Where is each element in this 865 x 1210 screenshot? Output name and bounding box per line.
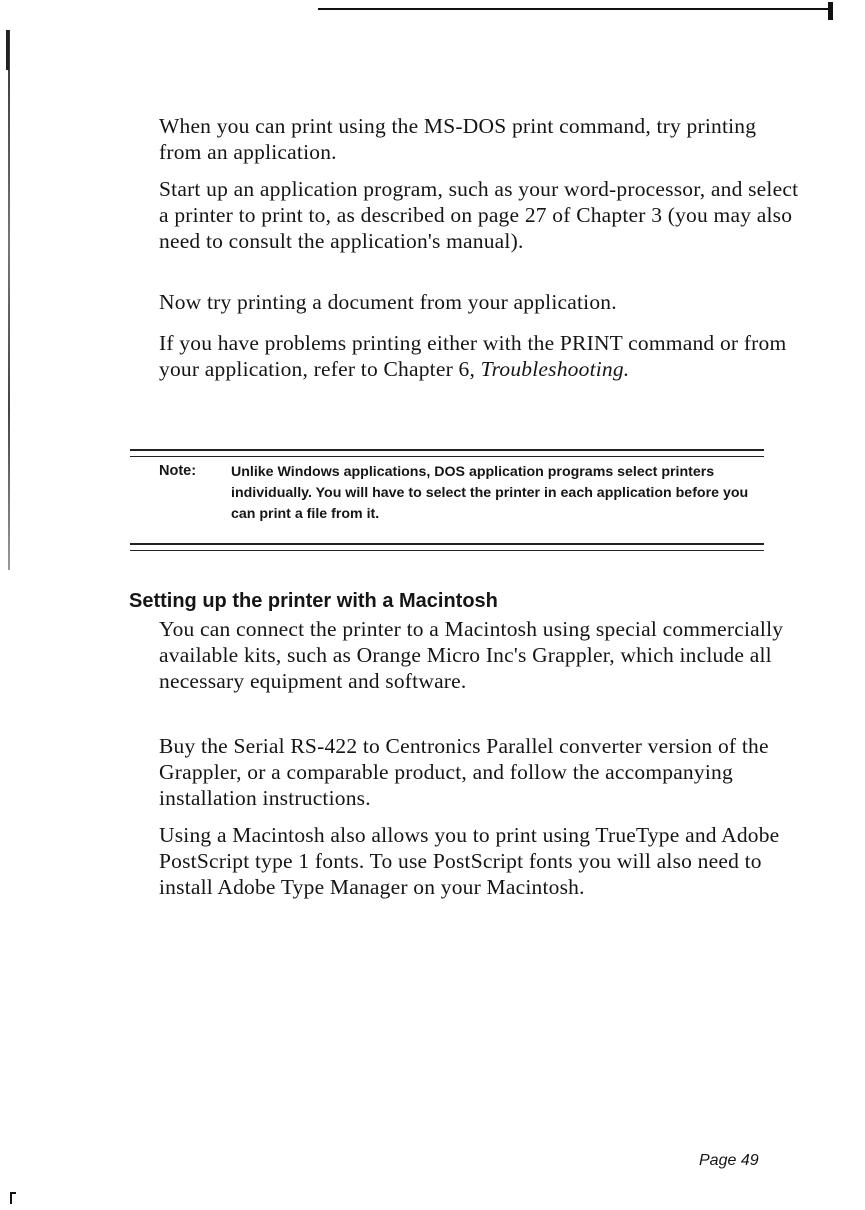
scan-left-edge <box>8 30 10 570</box>
paragraph-print-from-application: When you can print using the MS-DOS print command, try printing from an application. <box>159 114 757 164</box>
scan-corner-mark <box>10 1192 16 1204</box>
troubleshooting-reference: Troubleshooting. <box>480 357 630 381</box>
scan-top-rule <box>318 8 832 10</box>
section-heading: Setting up the printer with a Macintosh <box>129 590 498 612</box>
paragraph-grappler-converter: Buy the Serial RS-422 to Centronics Parallel converter version of the Grappler, or a comparable product, and follow the accompanying installation instructions. <box>159 734 769 810</box>
note-text: Unlike Windows applications, DOS application programs select printers individually. You will have to select the printer in each application before you can print a file from it. <box>231 464 749 522</box>
paragraph-try-printing: Now try printing a document from your application. <box>159 290 617 314</box>
paragraph-start-application: Start up an application program, such as your word-processor, and select a printer to print to, as described on page 27 of Chapter 3 (you may also need to consult the application's manual). <box>159 177 799 253</box>
paragraph-macintosh-kits: You can connect the printer to a Macintosh using special commercially available kits, such as Orange Micro Inc's Grappler, which include all necessary equipment and software. <box>159 617 784 693</box>
scan-top-rule-end <box>828 2 833 20</box>
paragraph-truetype-postscript: Using a Macintosh also allows you to print using TrueType and Adobe PostScript type 1 fonts. To use PostScript fonts you will also need to install Adobe Type Manager on your Macintosh. <box>159 823 780 899</box>
note-label: Note: <box>159 463 197 479</box>
troubleshooting-text: If you have problems printing either with the PRINT command or from your application, refer to Chapter 6, <box>159 331 787 381</box>
paragraph-troubleshooting <box>159 330 799 382</box>
note-top-rule <box>130 449 764 457</box>
note-bottom-rule <box>130 543 764 551</box>
scan-left-edge-tick <box>6 30 9 70</box>
page-number: Page 49 <box>699 1152 759 1169</box>
